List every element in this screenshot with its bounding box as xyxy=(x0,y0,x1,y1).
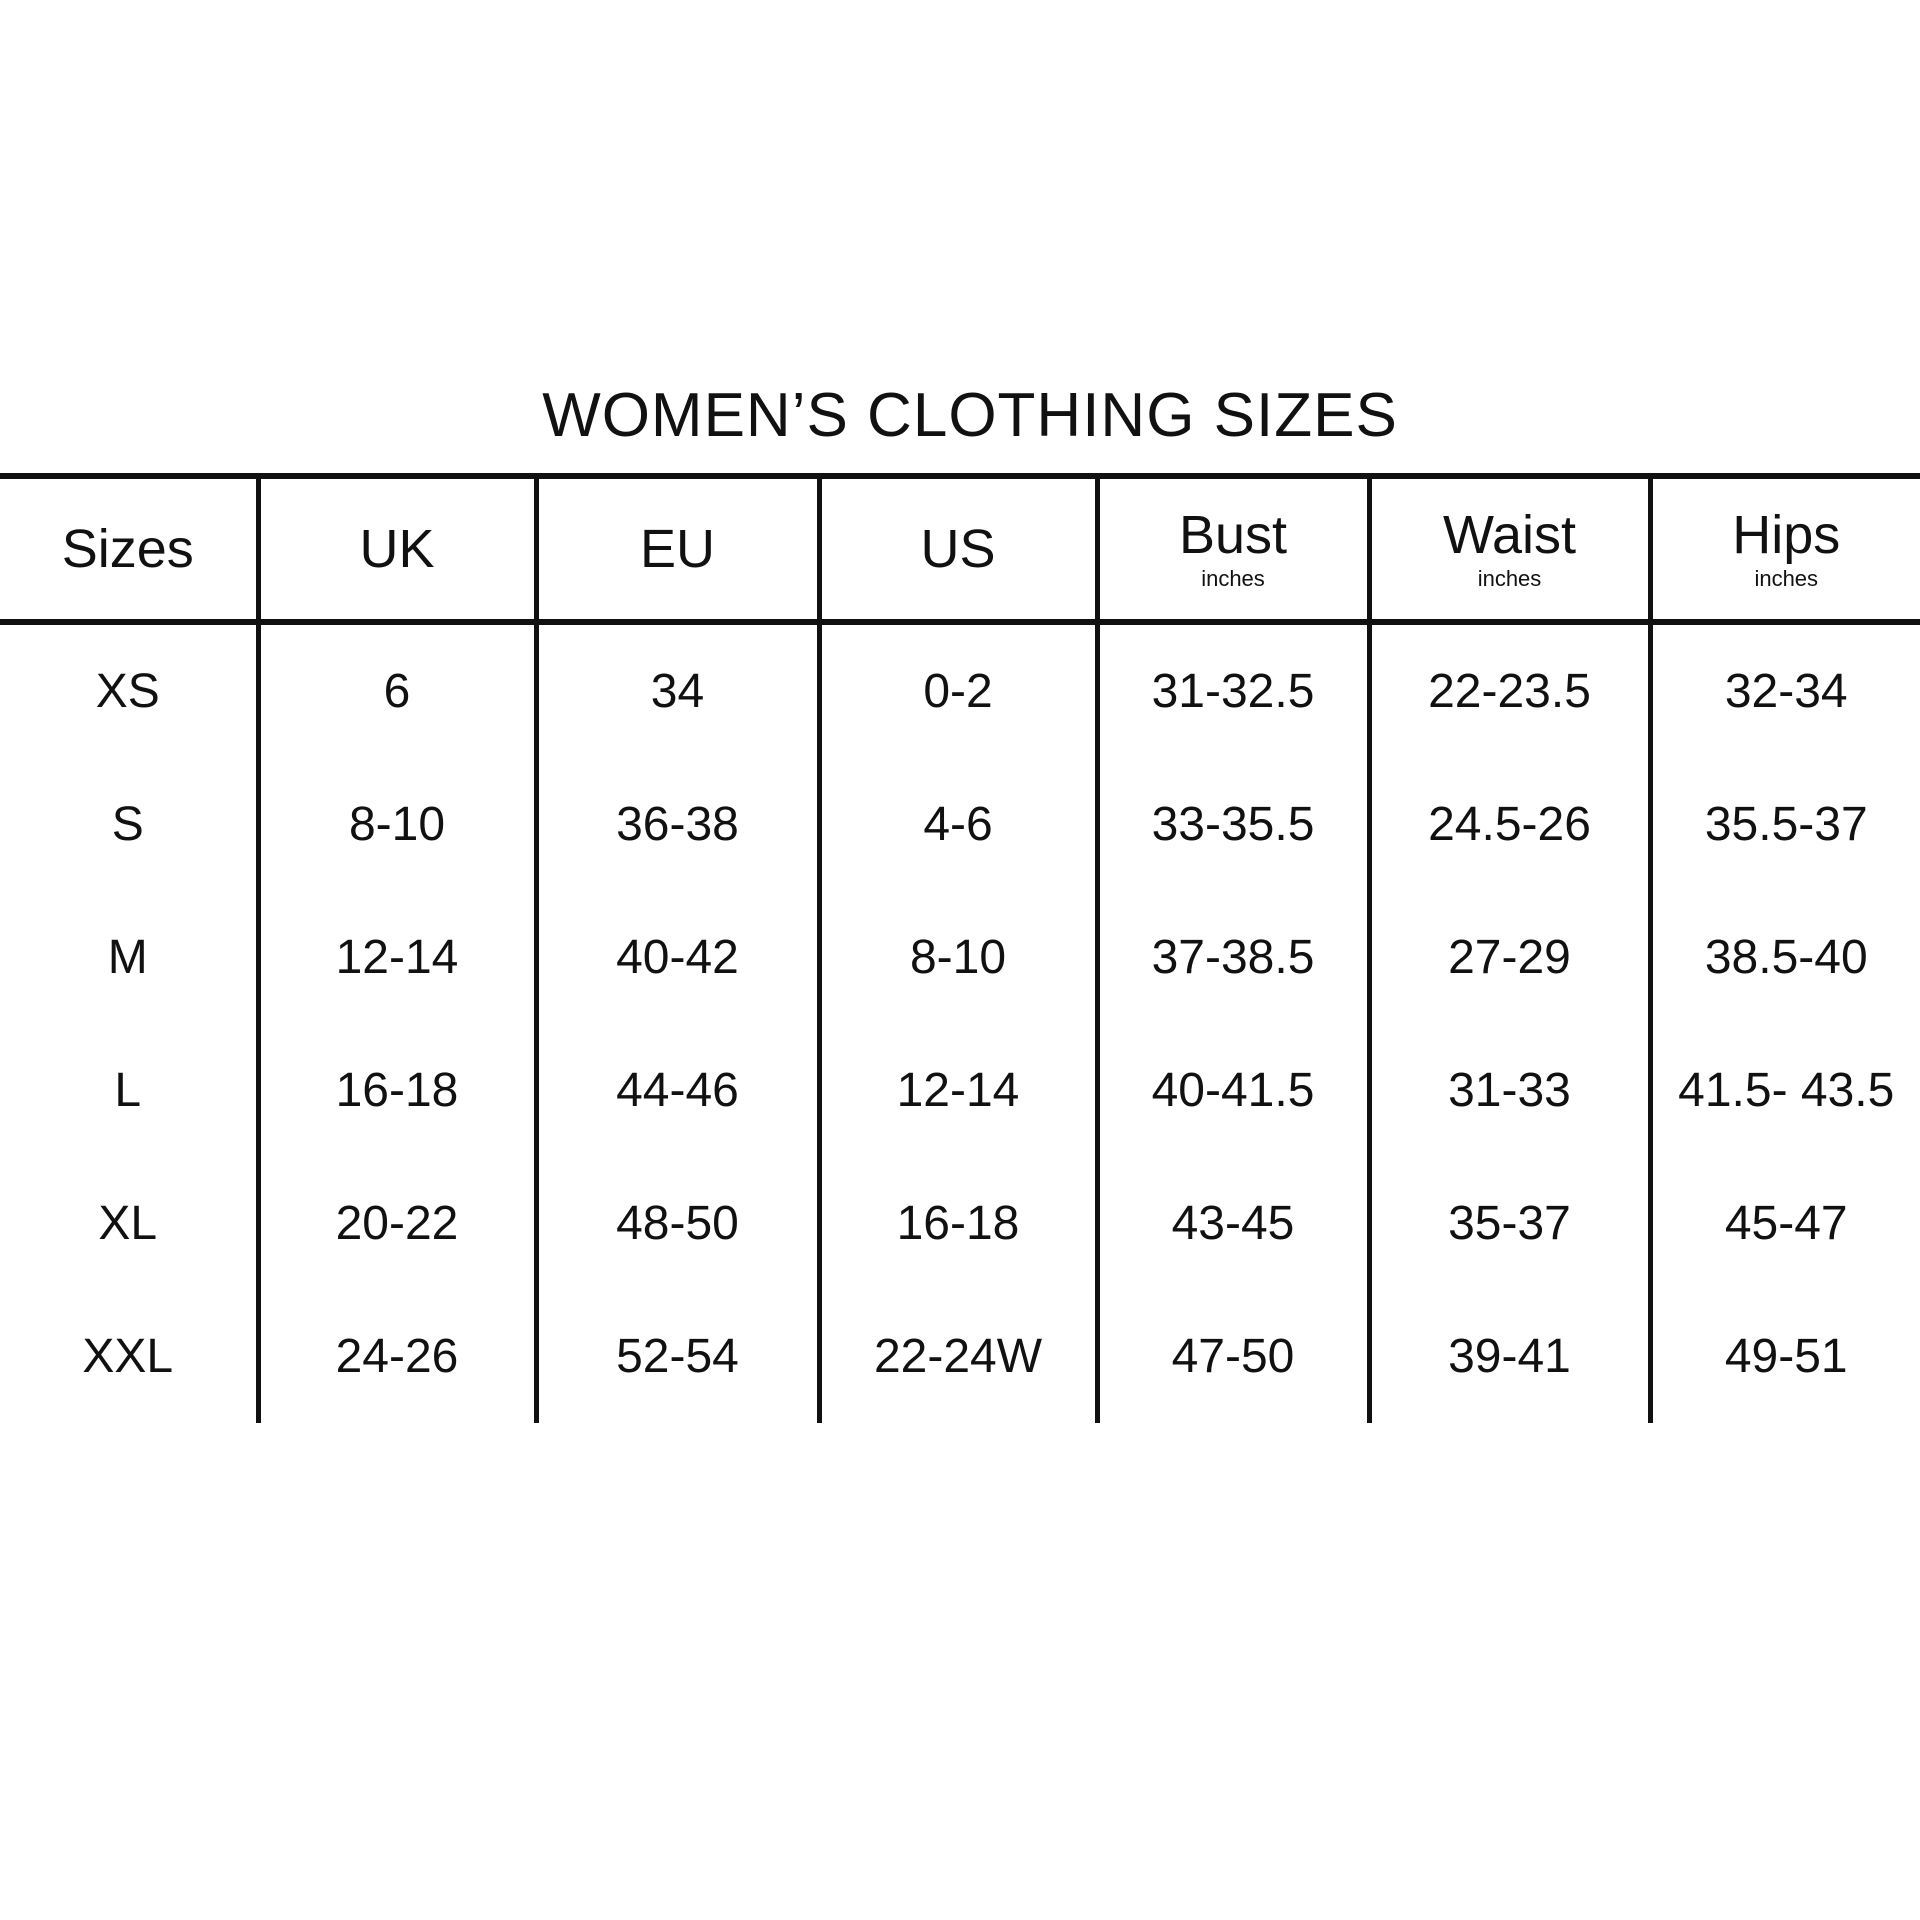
column-header-uk xyxy=(258,476,536,622)
cell-size: S xyxy=(111,798,144,851)
cell-us: 4-6 xyxy=(819,758,1097,891)
size-chart xyxy=(0,380,1920,1423)
cell-bust: 37-38.5 xyxy=(1097,891,1369,1024)
cell-eu: 40-42 xyxy=(536,891,819,1024)
table-body xyxy=(0,622,1920,1423)
column-header-bust xyxy=(1097,476,1369,622)
cell-eu: 44-46 xyxy=(536,1024,819,1157)
cell-hips: 45-47 xyxy=(1650,1157,1920,1290)
column-header-eu-label: EU xyxy=(639,519,715,579)
cell-hips: 35.5-37 xyxy=(1650,758,1920,891)
cell-bust: 33-35.5 xyxy=(1097,758,1369,891)
column-header-sizes-label: Sizes xyxy=(61,519,194,579)
cell-hips: 41.5- 43.5 xyxy=(1650,1024,1920,1157)
column-header-bust-label: Bust xyxy=(1178,505,1288,565)
cell-uk: 12-14 xyxy=(258,891,536,1024)
cell-size: XXL xyxy=(82,1330,174,1383)
cell-us: 16-18 xyxy=(819,1157,1097,1290)
cell-hips: 32-34 xyxy=(1650,622,1920,758)
column-header-waist-label: Waist xyxy=(1443,505,1576,565)
size-chart-table xyxy=(0,473,1920,1423)
column-header-bust-unit: inches xyxy=(1201,566,1265,591)
column-header-us-label: US xyxy=(920,519,996,579)
cell-waist: 31-33 xyxy=(1369,1024,1650,1157)
cell-waist: 27-29 xyxy=(1369,891,1650,1024)
cell-waist: 35-37 xyxy=(1369,1157,1650,1290)
cell-size: L xyxy=(114,1064,142,1117)
cell-bust: 40-41.5 xyxy=(1097,1024,1369,1157)
cell-size: XL xyxy=(98,1197,158,1250)
header-row xyxy=(0,476,1920,622)
cell-waist: 39-41 xyxy=(1369,1290,1650,1423)
cell-eu: 36-38 xyxy=(536,758,819,891)
table-row xyxy=(0,758,1920,891)
cell-eu: 52-54 xyxy=(536,1290,819,1423)
cell-bust: 43-45 xyxy=(1097,1157,1369,1290)
cell-waist: 24.5-26 xyxy=(1369,758,1650,891)
column-header-hips xyxy=(1650,476,1920,622)
cell-hips: 49-51 xyxy=(1650,1290,1920,1423)
column-header-eu xyxy=(536,476,819,622)
column-header-waist-unit: inches xyxy=(1477,566,1542,591)
cell-uk: 24-26 xyxy=(258,1290,536,1423)
table-row xyxy=(0,1024,1920,1157)
cell-us: 8-10 xyxy=(819,891,1097,1024)
cell-waist: 22-23.5 xyxy=(1369,622,1650,758)
column-header-hips-unit: inches xyxy=(1754,566,1819,591)
cell-us: 12-14 xyxy=(819,1024,1097,1157)
cell-uk: 16-18 xyxy=(258,1024,536,1157)
cell-bust: 47-50 xyxy=(1097,1290,1369,1423)
column-header-sizes xyxy=(0,476,258,622)
cell-uk: 20-22 xyxy=(258,1157,536,1290)
table-header xyxy=(0,476,1920,622)
cell-us: 0-2 xyxy=(819,622,1097,758)
cell-uk: 6 xyxy=(258,622,536,758)
cell-hips: 38.5-40 xyxy=(1650,891,1920,1024)
table-row xyxy=(0,622,1920,758)
page-title: WOMEN’S CLOTHING SIZES xyxy=(542,381,1398,450)
column-header-uk-label: UK xyxy=(359,519,435,579)
cell-size: XS xyxy=(95,665,160,718)
column-header-waist xyxy=(1369,476,1650,622)
cell-us: 22-24W xyxy=(819,1290,1097,1423)
cell-eu: 48-50 xyxy=(536,1157,819,1290)
cell-uk: 8-10 xyxy=(258,758,536,891)
cell-bust: 31-32.5 xyxy=(1097,622,1369,758)
table-row xyxy=(0,1157,1920,1290)
column-header-hips-label: Hips xyxy=(1732,505,1841,565)
cell-size: M xyxy=(107,931,148,984)
cell-eu: 34 xyxy=(536,622,819,758)
table-row xyxy=(0,1290,1920,1423)
table-row xyxy=(0,891,1920,1024)
column-header-us xyxy=(819,476,1097,622)
